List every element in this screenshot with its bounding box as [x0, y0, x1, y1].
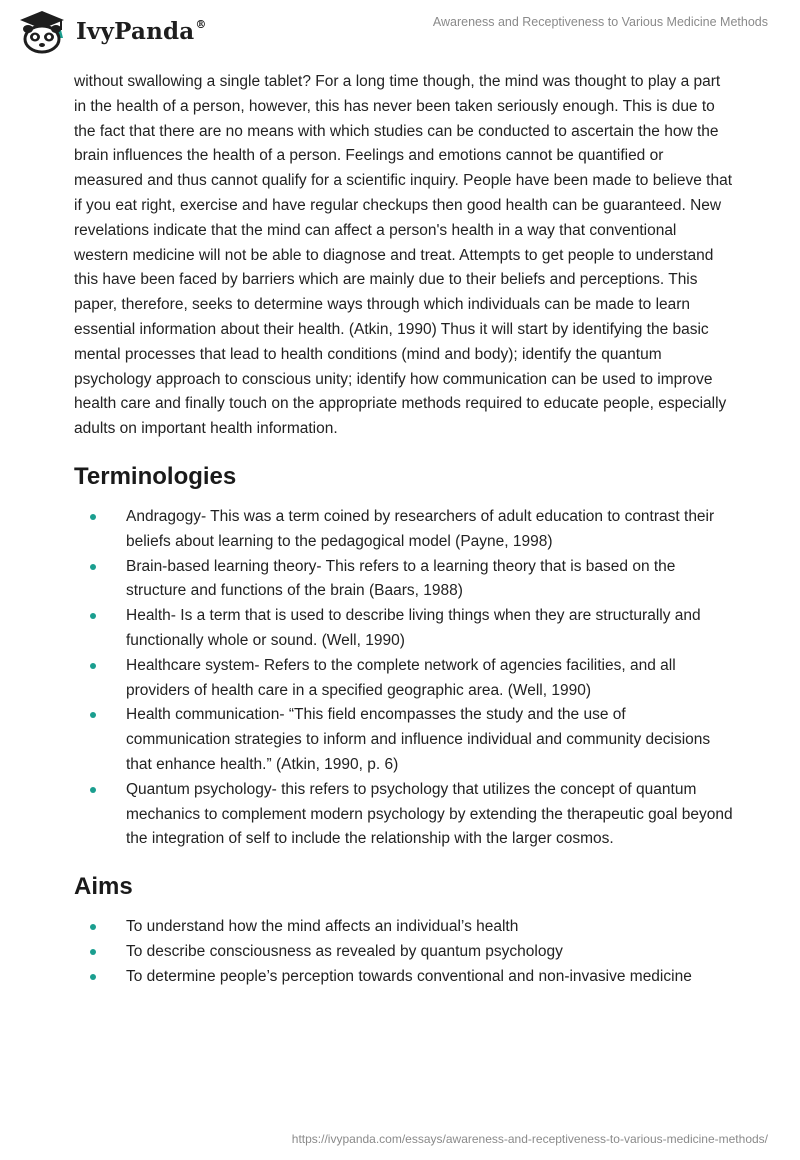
aims-heading: Aims — [74, 873, 133, 901]
list-item: To determine people’s perception towards conventional and non-invasive medicine — [74, 965, 734, 990]
bullet-icon — [90, 949, 96, 955]
list-item: Health communication- “This field encompasses the study and the use of communication strategies to inform and influence individual and community decisions that enhance health.” (Atkin, 1990, p. 6) — [74, 703, 734, 777]
terminologies-list — [74, 505, 734, 852]
list-item: Healthcare system- Refers to the complete network of agencies facilities, and all providers of health care in a specified geographic area. (Well, 1990) — [74, 654, 734, 704]
terminologies-heading: Terminologies — [74, 462, 237, 490]
bullet-icon — [90, 514, 96, 520]
panda-logo-icon — [14, 8, 70, 54]
list-item: To describe consciousness as revealed by quantum psychology — [74, 940, 734, 965]
bullet-icon — [90, 613, 96, 619]
site-logo[interactable] — [14, 8, 207, 54]
list-item: To understand how the mind affects an individual’s health — [74, 915, 734, 940]
document-title: Awareness and Receptiveness to Various Medicine Methods — [432, 15, 768, 29]
aims-list — [74, 915, 734, 989]
bullet-icon — [90, 712, 96, 718]
brand-name: IvyPanda® — [76, 17, 207, 45]
document-body — [74, 70, 734, 990]
bullet-icon — [90, 787, 96, 793]
list-item: Quantum psychology- this refers to psychology that utilizes the concept of quantum mechanics to complement modern psychology by extending the therapeutic goal beyond the integration of self to include the relationship with the larger cosmos. — [74, 778, 734, 852]
bullet-icon — [90, 663, 96, 669]
list-item: Andragogy- This was a term coined by researchers of adult education to contrast their beliefs about learning to the pedagogical model (Payne, 1998) — [74, 505, 734, 555]
bullet-icon — [90, 924, 96, 930]
list-item: Brain-based learning theory- This refers to a learning theory that is based on the structure and functions of the brain (Baars, 1988) — [74, 555, 734, 605]
bullet-icon — [90, 974, 96, 980]
list-item: Health- Is a term that is used to describe living things when they are structurally and functionally whole or sound. (Well, 1990) — [74, 604, 734, 654]
bullet-icon — [90, 564, 96, 570]
source-url[interactable]: https://ivypanda.com/essays/awareness-and-receptiveness-to-various-medicine-methods/ — [291, 1132, 768, 1146]
intro-paragraph: without swallowing a single tablet? For a long time though, the mind was thought to play a part in the health of a person, however, this has never been taken seriously enough. This is due to the fact that there are no means with which studies can be conducted to ascertain the how the brain influences the health of a person. Feelings and emotions cannot be quantified or measured and thus cannot qualify for a scientific inquiry. People have been made to believe that if you eat right, exercise and have regular checkups then good health can be guaranteed. New revelations indicate that the mind can affect a person's health in a way that conventional western medicine will not be able to diagnose and treat. Attempts to get people to understand this have been faced by barriers which are mainly due to their beliefs and perceptions. This paper, therefore, seeks to determine ways through which individuals can be made to learn essential information about their health. (Atkin, 1990) Thus it will start by identifying the basic mental processes that lead to health conditions (mind and body); identify the quantum psychology approach to conscious unity; identify how communication can be used to improve health care and finally touch on the appropriate methods required to educate people, especially adults on important health information. — [74, 73, 733, 438]
